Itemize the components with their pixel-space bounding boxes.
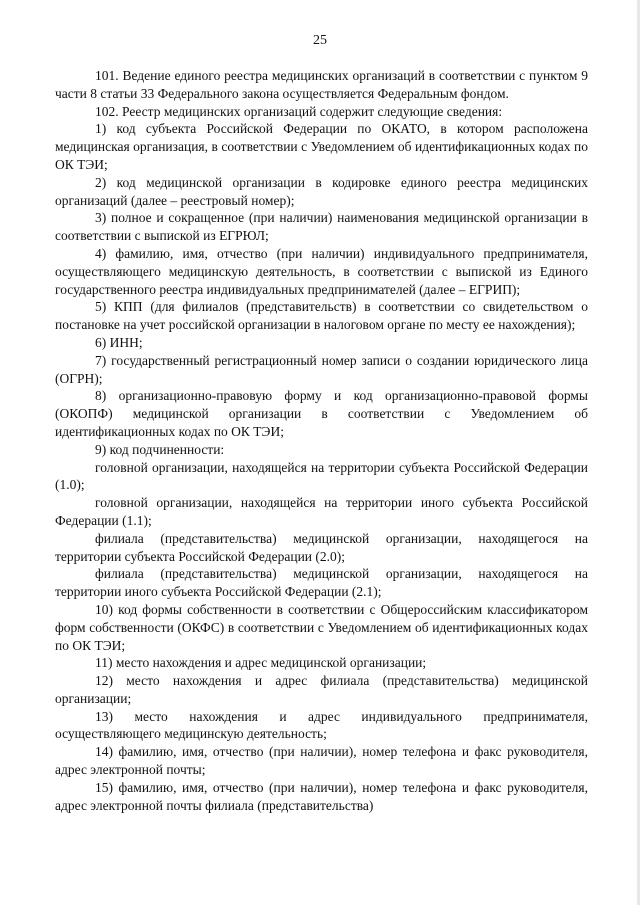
list-item-10: 10) код формы собственности в соответствии с Общероссийским классификатором форм собственности (ОКФС) в соответствии с Уведомлением об идентификационных кодах по ОК ТЭИ;: [55, 601, 588, 653]
subordination-item-2-1: филиала (представительства) медицинской организации, находящегося на территории иного субъекта Российской Федерации (2.1);: [55, 566, 588, 600]
list-item-15: 15) фамилию, имя, отчество (при наличии), номер телефона и факс руководителя, адрес электронной почты филиала (представительства): [55, 779, 588, 813]
document-body: [55, 67, 588, 814]
subordination-item-2-0: филиала (представительства) медицинской организации, находящегося на территории субъекта Российской Федерации (2.0);: [55, 530, 588, 564]
paragraph-102: 102. Реестр медицинских организаций содержит следующие сведения:: [95, 103, 503, 119]
list-item-2: 2) код медицинской организации в кодировке единого реестра медицинских организаций (далее – реестровый номер);: [55, 174, 588, 208]
list-item-14: 14) фамилию, имя, отчество (при наличии), номер телефона и факс руководителя, адрес электронной почты;: [55, 744, 588, 778]
list-item-1: 1) код субъекта Российской Федерации по ОКАТО, в котором расположена медицинская организация, в соответствии с Уведомлением об идентификационных кодах по ОК ТЭИ;: [55, 121, 588, 172]
list-item-5: 5) КПП (для филиалов (представительств) в соответствии со свидетельством о постановке на учет российской организации в налоговом органе по месту ее нахождения);: [55, 299, 588, 333]
subordination-item-1-1: головной организации, находящейся на территории иного субъекта Российской Федерации (1.1);: [55, 495, 588, 528]
list-item-7: 7) государственный регистрационный номер записи о создании юридического лица (ОГРН);: [55, 352, 588, 386]
list-item-4: 4) фамилию, имя, отчество (при наличии) индивидуального предпринимателя, осуществляющего медицинскую деятельность, в соответствии с выпиской из Единого государственного реестра индивидуальных предпринимателей (далее – ЕГРИП);: [55, 245, 588, 297]
list-item-6: 6) ИНН;: [95, 334, 143, 350]
list-item-3: 3) полное и сокращенное (при наличии) наименования медицинской организации в соответствии с выпиской из ЕГРЮЛ;: [55, 210, 588, 244]
subordination-item-1-0: головной организации, находящейся на территории субъекта Российской Федерации (1.0);: [55, 459, 588, 493]
list-item-9: 9) код подчиненности:: [95, 441, 225, 457]
list-item-11: 11) место нахождения и адрес медицинской организации;: [95, 655, 427, 671]
paragraph-101: 101. Ведение единого реестра медицинских организаций в соответствии с пунктом 9 части 8 статьи 33 Федерального закона осуществляется Федеральным фондом.: [55, 68, 588, 101]
list-item-12: 12) место нахождения и адрес филиала (представительства) медицинской организации;: [55, 673, 588, 706]
list-item-13: 13) место нахождения и адрес индивидуального предпринимателя, осуществляющего медицинскую деятельность;: [55, 708, 588, 742]
list-item-8: 8) организационно-правовую форму и код организационно-правовой формы (ОКОПФ) медицинской организации в соответствии с Уведомлением об идентификационных кодах по ОК ТЭИ;: [55, 388, 588, 439]
page-number: 25: [313, 33, 327, 48]
